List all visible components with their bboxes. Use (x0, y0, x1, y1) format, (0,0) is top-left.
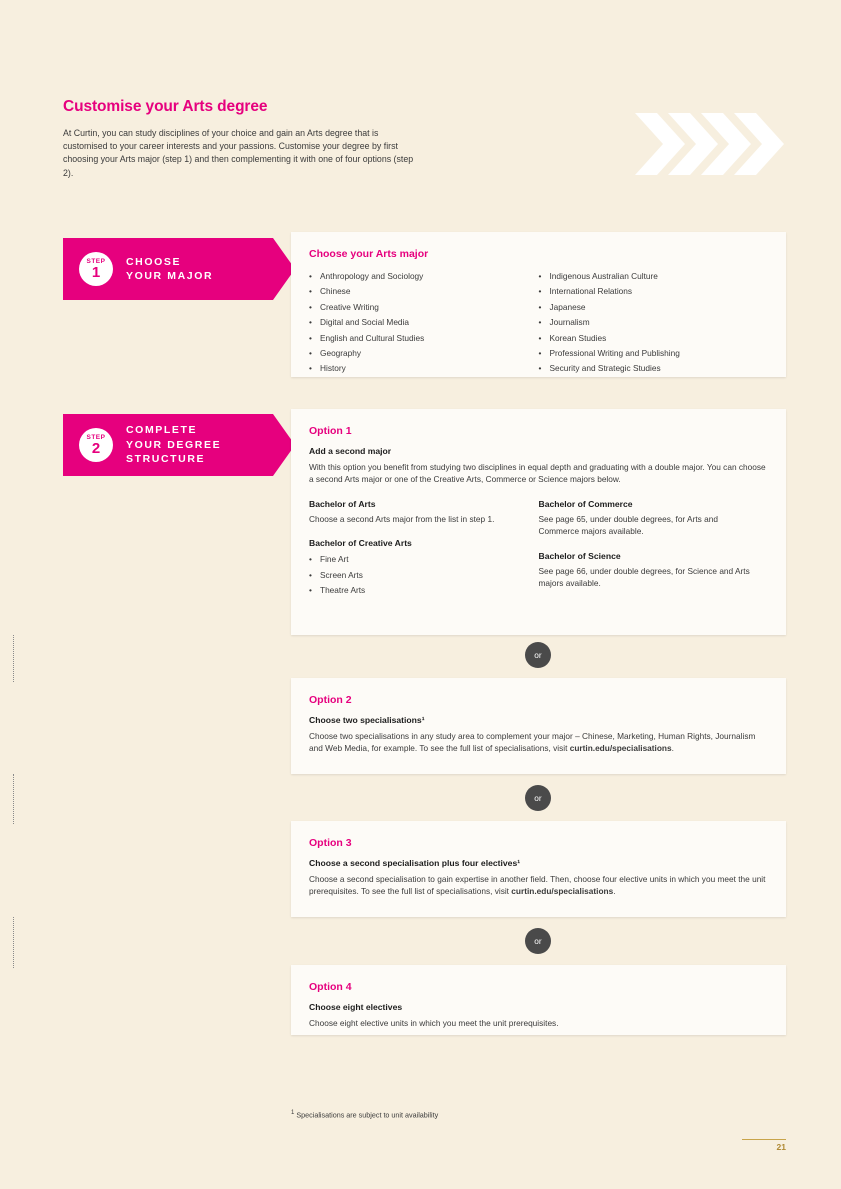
step-1-word: STEP (86, 258, 106, 265)
list-item: • Indigenous Australian Culture (539, 269, 769, 284)
option-3-card (291, 821, 786, 917)
step-2-tab (63, 414, 273, 476)
connector-2 (525, 785, 551, 811)
degree-bachelor-of-arts (309, 499, 525, 525)
option-1-title: Option 1 (309, 425, 352, 437)
list-item: • Chinese (309, 284, 539, 299)
footnote-text: Specialisations are subject to unit availability (296, 1110, 439, 1120)
option-3-body (309, 873, 768, 898)
list-item: • Japanese (539, 300, 769, 315)
connector-line-1 (13, 635, 14, 682)
step-2-badge (79, 428, 113, 462)
step-2-label: COMPLETE YOUR DEGREE STRUCTURE (126, 424, 222, 466)
list-item: • Screen Arts (309, 568, 525, 583)
list-item: • Geography (309, 346, 539, 361)
option-4-body: Choose eight elective units in which you meet the unit prerequisites. (309, 1018, 559, 1028)
option-2-card (291, 678, 786, 774)
list-item: • Journalism (539, 315, 769, 330)
creative-arts-list (309, 552, 525, 598)
list-item: • Theatre Arts (309, 583, 525, 598)
degree-bachelor-of-science (539, 551, 755, 590)
footnote (291, 1110, 438, 1119)
degree-text: Choose a second Arts major from the list in step 1. (309, 513, 495, 524)
option-4-card (291, 965, 786, 1035)
or-badge: or (525, 642, 551, 668)
option-2-link[interactable]: curtin.edu/specialisations (569, 743, 672, 754)
option-2-title: Option 2 (309, 694, 352, 706)
chevron-decoration (635, 113, 785, 175)
step-2-number: 2 (91, 440, 101, 457)
list-item: • English and Cultural Studies (309, 331, 539, 346)
option-2-body-end: . (671, 743, 674, 754)
list-item: • Korean Studies (539, 331, 769, 346)
option-2-subtitle: Choose two specialisations¹ (309, 715, 425, 725)
choose-major-title: Choose your Arts major (309, 248, 429, 260)
major-list-left (309, 269, 539, 377)
option-1-body: With this option you benefit from studying two disciplines in equal depth and graduating with a double major. You can choose a second Arts major or one of the Creative Arts, Commerce or Science majors below. (309, 462, 766, 485)
choose-major-card (291, 232, 786, 377)
list-item: • Fine Art (309, 552, 525, 567)
step-1-badge (79, 252, 113, 286)
list-item: • Anthropology and Sociology (309, 269, 539, 284)
option-3-subtitle: Choose a second specialisation plus four electives¹ (309, 858, 521, 868)
page-number-rule (742, 1139, 786, 1140)
step-2-word: STEP (86, 434, 106, 441)
option-2-body (309, 730, 768, 755)
list-item: • Security and Strategic Studies (539, 361, 769, 376)
degree-column-right (539, 499, 769, 612)
degree-title: Bachelor of Arts (309, 498, 376, 509)
option-4-title: Option 4 (309, 981, 352, 993)
option-2-body-text: Choose two specialisations in any study area to complement your major – Chinese, Marketing, Human Rights, Journalism and Web Media, for example. To see the full list of specialisations, visit (309, 731, 756, 754)
option-1-subtitle: Add a second major (309, 446, 392, 456)
degree-column-left (309, 499, 539, 612)
degree-text: See page 66, under double degrees, for Science and Arts majors available. (538, 565, 750, 589)
degree-title: Bachelor of Science (538, 550, 621, 561)
degree-text: See page 65, under double degrees, for Arts and Commerce majors available. (538, 513, 718, 537)
list-item: • Professional Writing and Publishing (539, 346, 769, 361)
or-badge: or (525, 785, 551, 811)
connector-line-3 (13, 917, 14, 968)
major-column-right (539, 269, 769, 377)
list-item: • International Relations (539, 284, 769, 299)
list-item: • History (309, 361, 539, 376)
list-item: • Digital and Social Media (309, 315, 539, 330)
connector-3 (525, 928, 551, 954)
option-3-title: Option 3 (309, 837, 352, 849)
page-number: 21 (776, 1142, 786, 1152)
page-header (63, 98, 483, 180)
step-1-label: CHOOSE YOUR MAJOR (126, 255, 214, 282)
intro-paragraph: At Curtin, you can study disciplines of your choice and gain an Arts degree that is customised to your career interests and your passions. Customise your degree by first choosing your Arts major (step 1) and then complementing it with one of four options (step 2). (63, 128, 414, 178)
footnote-marker: 1 (291, 1110, 295, 1116)
major-column-left (309, 269, 539, 377)
option-3-body-end: . (613, 886, 616, 897)
option-3-body-text: Choose a second specialisation to gain expertise in another field. Then, choose four elective units in which you meet the unit prerequisites. To see the full list of specialisations, visit (309, 874, 766, 897)
degree-bachelor-of-commerce (539, 499, 755, 538)
list-item: • Creative Writing (309, 300, 539, 315)
connector-line-2 (13, 774, 14, 824)
option-3-link[interactable]: curtin.edu/specialisations (511, 886, 614, 897)
step-1-tab (63, 238, 273, 300)
step-1-number: 1 (91, 264, 101, 281)
option-1-card (291, 409, 786, 635)
degree-bachelor-of-creative-arts (309, 538, 525, 598)
connector-1 (525, 642, 551, 668)
major-list-right (539, 269, 769, 377)
degree-title: Bachelor of Creative Arts (309, 538, 412, 549)
chevron-right-icon (635, 113, 785, 175)
or-badge: or (525, 928, 551, 954)
page-title: Customise your Arts degree (63, 98, 268, 115)
option-4-subtitle: Choose eight electives (309, 1002, 403, 1012)
degree-title: Bachelor of Commerce (538, 498, 633, 509)
